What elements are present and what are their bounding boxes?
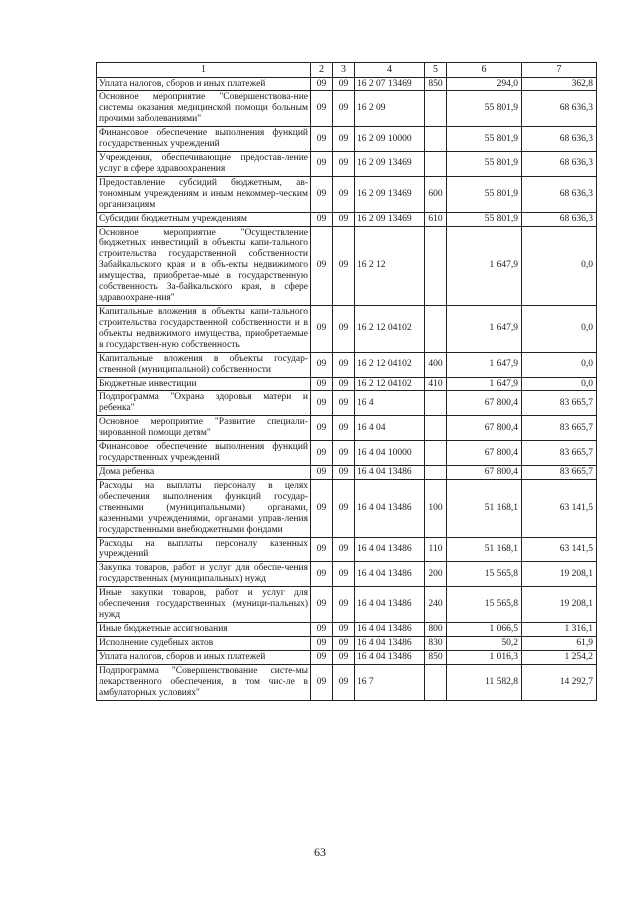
target-article-cell: 16 2 09 10000 bbox=[355, 127, 425, 152]
row-name-cell: Субсидии бюджетным учреждениям bbox=[97, 212, 311, 226]
expense-type-cell: 850 bbox=[425, 650, 447, 664]
expense-type-cell: 600 bbox=[425, 176, 447, 212]
section-code-cell: 09 bbox=[311, 226, 333, 305]
amount-col6-cell: 1 647,9 bbox=[447, 377, 522, 391]
section-code-cell: 09 bbox=[311, 176, 333, 212]
target-article-cell: 16 2 07 13469 bbox=[355, 77, 425, 91]
table-row bbox=[97, 352, 597, 377]
target-article-cell: 16 2 09 13469 bbox=[355, 212, 425, 226]
amount-col6-cell: 15 565,8 bbox=[447, 587, 522, 623]
target-article-cell: 16 4 04 13486 bbox=[355, 537, 425, 562]
row-name-cell: Капитальные вложения в объекты государ-ственной (муниципальной) собственности bbox=[97, 352, 311, 377]
section-code-cell: 09 bbox=[311, 622, 333, 636]
expense-type-cell: 410 bbox=[425, 377, 447, 391]
table-row bbox=[97, 537, 597, 562]
amount-col7-cell: 362,8 bbox=[522, 77, 597, 91]
table-row bbox=[97, 441, 597, 466]
row-name-cell: Финансовое обеспечение выполнения функций государственных учреждений bbox=[97, 441, 311, 466]
target-article-cell: 16 4 04 13486 bbox=[355, 622, 425, 636]
subsection-code-cell: 09 bbox=[333, 127, 355, 152]
header-cell: 2 bbox=[311, 63, 333, 78]
expense-type-cell bbox=[425, 466, 447, 480]
subsection-code-cell: 09 bbox=[333, 416, 355, 441]
subsection-code-cell: 09 bbox=[333, 466, 355, 480]
amount-col6-cell: 67 800,4 bbox=[447, 416, 522, 441]
section-code-cell: 09 bbox=[311, 306, 333, 353]
section-code-cell: 09 bbox=[311, 91, 333, 127]
section-code-cell: 09 bbox=[311, 391, 333, 416]
expense-type-cell bbox=[425, 226, 447, 305]
subsection-code-cell: 09 bbox=[333, 587, 355, 623]
amount-col7-cell: 83 665,7 bbox=[522, 416, 597, 441]
target-article-cell: 16 7 bbox=[355, 664, 425, 700]
table-row bbox=[97, 306, 597, 353]
amount-col7-cell: 83 665,7 bbox=[522, 391, 597, 416]
section-code-cell: 09 bbox=[311, 650, 333, 664]
amount-col6-cell: 67 800,4 bbox=[447, 466, 522, 480]
subsection-code-cell: 09 bbox=[333, 562, 355, 587]
expense-type-cell bbox=[425, 416, 447, 441]
expense-type-cell: 110 bbox=[425, 537, 447, 562]
amount-col6-cell: 15 565,8 bbox=[447, 562, 522, 587]
table-row bbox=[97, 664, 597, 700]
amount-col6-cell: 1 016,3 bbox=[447, 650, 522, 664]
expense-type-cell: 240 bbox=[425, 587, 447, 623]
subsection-code-cell: 09 bbox=[333, 622, 355, 636]
section-code-cell: 09 bbox=[311, 152, 333, 177]
target-article-cell: 16 4 04 13486 bbox=[355, 587, 425, 623]
table-row bbox=[97, 466, 597, 480]
table-row bbox=[97, 562, 597, 587]
table-row bbox=[97, 91, 597, 127]
subsection-code-cell: 09 bbox=[333, 441, 355, 466]
target-article-cell: 16 4 bbox=[355, 391, 425, 416]
target-article-cell: 16 2 12 04102 bbox=[355, 306, 425, 353]
target-article-cell: 16 2 12 bbox=[355, 226, 425, 305]
table-row bbox=[97, 377, 597, 391]
table-row bbox=[97, 416, 597, 441]
row-name-cell: Дома ребенка bbox=[97, 466, 311, 480]
subsection-code-cell: 09 bbox=[333, 479, 355, 537]
amount-col6-cell: 1 647,9 bbox=[447, 352, 522, 377]
row-name-cell: Закупка товаров, работ и услуг для обеспе-чения государственных (муниципальных) нужд bbox=[97, 562, 311, 587]
amount-col6-cell: 1 647,9 bbox=[447, 306, 522, 353]
target-article-cell: 16 2 12 04102 bbox=[355, 352, 425, 377]
subsection-code-cell: 09 bbox=[333, 650, 355, 664]
section-code-cell: 09 bbox=[311, 587, 333, 623]
amount-col6-cell: 11 582,8 bbox=[447, 664, 522, 700]
header-cell: 1 bbox=[97, 63, 311, 78]
subsection-code-cell: 09 bbox=[333, 377, 355, 391]
table-row bbox=[97, 226, 597, 305]
header-cell: 5 bbox=[425, 63, 447, 78]
subsection-code-cell: 09 bbox=[333, 77, 355, 91]
row-name-cell: Исполнение судебных актов bbox=[97, 636, 311, 650]
target-article-cell: 16 4 04 bbox=[355, 416, 425, 441]
section-code-cell: 09 bbox=[311, 77, 333, 91]
amount-col7-cell: 68 636,3 bbox=[522, 176, 597, 212]
amount-col7-cell: 19 208,1 bbox=[522, 562, 597, 587]
budget-table bbox=[96, 62, 597, 701]
amount-col7-cell: 61,9 bbox=[522, 636, 597, 650]
subsection-code-cell: 09 bbox=[333, 226, 355, 305]
page-number: 63 bbox=[314, 845, 326, 859]
amount-col7-cell: 83 665,7 bbox=[522, 466, 597, 480]
section-code-cell: 09 bbox=[311, 664, 333, 700]
row-name-cell: Учреждения, обеспечивающие предостав-ление услуг в сфере здравоохранения bbox=[97, 152, 311, 177]
amount-col7-cell: 1 316,1 bbox=[522, 622, 597, 636]
amount-col6-cell: 51 168,1 bbox=[447, 479, 522, 537]
row-name-cell: Расходы на выплаты персоналу в целях обеспечения выполнения функций государ-ственными (муниципальными) органами, казенными учреждениями, органами управ-ления государственными внебюджетными фондами bbox=[97, 479, 311, 537]
amount-col7-cell: 68 636,3 bbox=[522, 212, 597, 226]
row-name-cell: Бюджетные инвестиции bbox=[97, 377, 311, 391]
subsection-code-cell: 09 bbox=[333, 152, 355, 177]
section-code-cell: 09 bbox=[311, 479, 333, 537]
amount-col7-cell: 0,0 bbox=[522, 377, 597, 391]
table-row bbox=[97, 479, 597, 537]
target-article-cell: 16 4 04 10000 bbox=[355, 441, 425, 466]
subsection-code-cell: 09 bbox=[333, 537, 355, 562]
section-code-cell: 09 bbox=[311, 212, 333, 226]
expense-type-cell bbox=[425, 152, 447, 177]
expense-type-cell bbox=[425, 91, 447, 127]
amount-col7-cell: 68 636,3 bbox=[522, 127, 597, 152]
header-cell: 6 bbox=[447, 63, 522, 78]
section-code-cell: 09 bbox=[311, 636, 333, 650]
row-name-cell: Основное мероприятие "Развитие специали-зированной помощи детям" bbox=[97, 416, 311, 441]
amount-col6-cell: 1 647,9 bbox=[447, 226, 522, 305]
expense-type-cell bbox=[425, 127, 447, 152]
target-article-cell: 16 4 04 13486 bbox=[355, 562, 425, 587]
amount-col6-cell: 50,2 bbox=[447, 636, 522, 650]
amount-col6-cell: 55 801,9 bbox=[447, 212, 522, 226]
table-row bbox=[97, 152, 597, 177]
header-cell: 7 bbox=[522, 63, 597, 78]
row-name-cell: Подпрограмма "Охрана здоровья матери и ребенка" bbox=[97, 391, 311, 416]
row-name-cell: Уплата налогов, сборов и иных платежей bbox=[97, 650, 311, 664]
expense-type-cell bbox=[425, 306, 447, 353]
amount-col6-cell: 67 800,4 bbox=[447, 391, 522, 416]
target-article-cell: 16 2 09 bbox=[355, 91, 425, 127]
subsection-code-cell: 09 bbox=[333, 212, 355, 226]
row-name-cell: Иные бюджетные ассигнования bbox=[97, 622, 311, 636]
subsection-code-cell: 09 bbox=[333, 636, 355, 650]
target-article-cell: 16 2 09 13469 bbox=[355, 152, 425, 177]
amount-col7-cell: 0,0 bbox=[522, 352, 597, 377]
section-code-cell: 09 bbox=[311, 466, 333, 480]
expense-type-cell: 830 bbox=[425, 636, 447, 650]
table-row bbox=[97, 176, 597, 212]
section-code-cell: 09 bbox=[311, 537, 333, 562]
row-name-cell: Финансовое обеспечение выполнения функций государственных учреждений bbox=[97, 127, 311, 152]
subsection-code-cell: 09 bbox=[333, 352, 355, 377]
amount-col7-cell: 0,0 bbox=[522, 226, 597, 305]
amount-col6-cell: 55 801,9 bbox=[447, 152, 522, 177]
expense-type-cell: 100 bbox=[425, 479, 447, 537]
row-name-cell: Расходы на выплаты персоналу казенных учреждений bbox=[97, 537, 311, 562]
section-code-cell: 09 bbox=[311, 352, 333, 377]
target-article-cell: 16 2 12 04102 bbox=[355, 377, 425, 391]
table-row bbox=[97, 127, 597, 152]
table-row bbox=[97, 622, 597, 636]
expense-type-cell: 400 bbox=[425, 352, 447, 377]
target-article-cell: 16 4 04 13486 bbox=[355, 650, 425, 664]
subsection-code-cell: 09 bbox=[333, 664, 355, 700]
amount-col6-cell: 51 168,1 bbox=[447, 537, 522, 562]
amount-col7-cell: 68 636,3 bbox=[522, 91, 597, 127]
target-article-cell: 16 4 04 13486 bbox=[355, 636, 425, 650]
amount-col7-cell: 83 665,7 bbox=[522, 441, 597, 466]
subsection-code-cell: 09 bbox=[333, 306, 355, 353]
table-row bbox=[97, 636, 597, 650]
row-name-cell: Иные закупки товаров, работ и услуг для обеспечения государственных (муници-пальных) нужд bbox=[97, 587, 311, 623]
table-row bbox=[97, 650, 597, 664]
expense-type-cell bbox=[425, 664, 447, 700]
amount-col7-cell: 63 141,5 bbox=[522, 537, 597, 562]
amount-col7-cell: 14 292,7 bbox=[522, 664, 597, 700]
amount-col6-cell: 55 801,9 bbox=[447, 127, 522, 152]
row-name-cell: Капитальные вложения в объекты капи-тального строительства государственной собственности и в объекты недвижимого имущества, приобретаемые в государствен-ную собственность bbox=[97, 306, 311, 353]
amount-col7-cell: 19 208,1 bbox=[522, 587, 597, 623]
table-row bbox=[97, 391, 597, 416]
amount-col6-cell: 1 066,5 bbox=[447, 622, 522, 636]
section-code-cell: 09 bbox=[311, 441, 333, 466]
row-name-cell: Уплата налогов, сборов и иных платежей bbox=[97, 77, 311, 91]
section-code-cell: 09 bbox=[311, 416, 333, 441]
row-name-cell: Основное мероприятие "Осуществление бюджетных инвестиций в объекты капи-тального строительства государственной собственности Забайкальского края и в объ-екты недвижимого имущества, приобретае-мые в государственную собственность За-байкальского края, в сфере здравоохране-ния" bbox=[97, 226, 311, 305]
amount-col6-cell: 294,0 bbox=[447, 77, 522, 91]
table-row bbox=[97, 77, 597, 91]
amount-col7-cell: 63 141,5 bbox=[522, 479, 597, 537]
section-code-cell: 09 bbox=[311, 377, 333, 391]
amount-col6-cell: 55 801,9 bbox=[447, 91, 522, 127]
subsection-code-cell: 09 bbox=[333, 91, 355, 127]
subsection-code-cell: 09 bbox=[333, 176, 355, 212]
amount-col7-cell: 1 254,2 bbox=[522, 650, 597, 664]
amount-col7-cell: 68 636,3 bbox=[522, 152, 597, 177]
section-code-cell: 09 bbox=[311, 127, 333, 152]
target-article-cell: 16 4 04 13486 bbox=[355, 466, 425, 480]
header-row bbox=[97, 63, 597, 78]
header-cell: 4 bbox=[355, 63, 425, 78]
expense-type-cell bbox=[425, 391, 447, 416]
expense-type-cell: 200 bbox=[425, 562, 447, 587]
section-code-cell: 09 bbox=[311, 562, 333, 587]
amount-col7-cell: 0,0 bbox=[522, 306, 597, 353]
amount-col6-cell: 67 800,4 bbox=[447, 441, 522, 466]
table-row bbox=[97, 587, 597, 623]
row-name-cell: Основное мероприятие "Совершенствова-ние системы оказания медицинской помощи больным прочими заболеваниями" bbox=[97, 91, 311, 127]
subsection-code-cell: 09 bbox=[333, 391, 355, 416]
expense-type-cell: 610 bbox=[425, 212, 447, 226]
expense-type-cell: 800 bbox=[425, 622, 447, 636]
header-cell: 3 bbox=[333, 63, 355, 78]
amount-col6-cell: 55 801,9 bbox=[447, 176, 522, 212]
target-article-cell: 16 2 09 13469 bbox=[355, 176, 425, 212]
expense-type-cell: 850 bbox=[425, 77, 447, 91]
table-row bbox=[97, 212, 597, 226]
target-article-cell: 16 4 04 13486 bbox=[355, 479, 425, 537]
row-name-cell: Подпрограмма "Совершенствование систе-мы лекарственного обеспечения, в том чис-ле в амбулаторных условиях" bbox=[97, 664, 311, 700]
row-name-cell: Предоставление субсидий бюджетным, ав-тономным учреждениям и иным некоммер-ческим организациям bbox=[97, 176, 311, 212]
expense-type-cell bbox=[425, 441, 447, 466]
